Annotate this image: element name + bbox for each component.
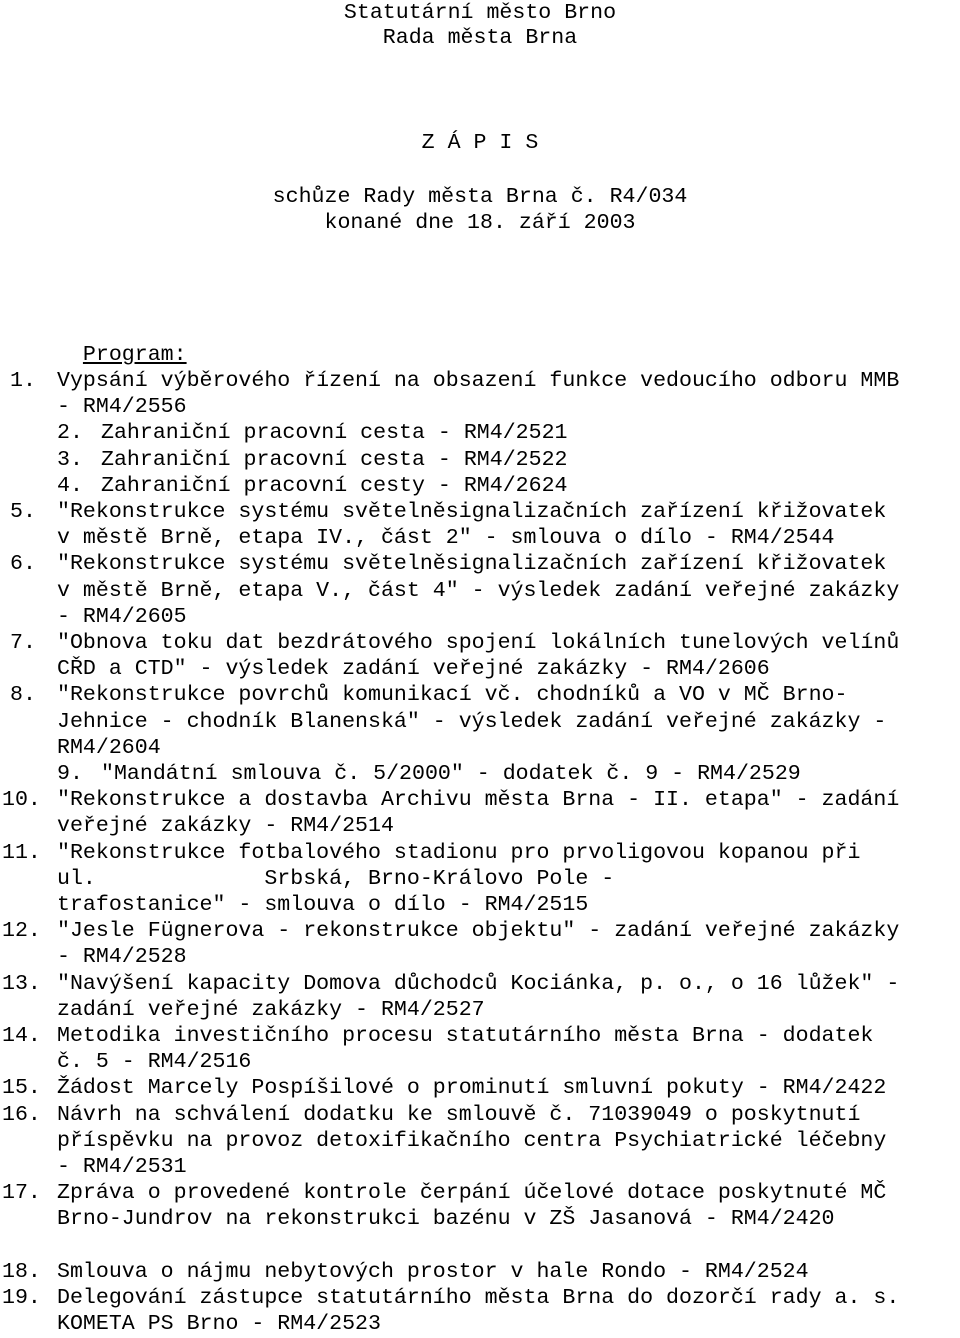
item-text-line: "Rekonstrukce a dostavba Archivu města Brna - II. etapa" - zadání bbox=[57, 788, 900, 813]
item-text-line: veřejné zakázky - RM4/2514 bbox=[57, 814, 394, 839]
item-text-line: "Rekonstrukce systému světelněsignalizačních zařízení křižovatek bbox=[57, 500, 887, 524]
item-text-line: č. 5 - RM4/2516 bbox=[57, 1050, 252, 1075]
item-text-line: ul. Srbská, Brno-Královo Pole - bbox=[57, 866, 615, 891]
item-text-line: "Navýšení kapacity Domova důchodců Kociánka, p. o., o 16 lůžek" - bbox=[57, 971, 900, 996]
item-number: 8. bbox=[10, 683, 36, 708]
item-number: 17. bbox=[2, 1181, 41, 1206]
item-number: 3. bbox=[57, 447, 83, 472]
item-text-line: "Mandátní smlouva č. 5/2000" - dodatek č. 9 - RM4/2529 bbox=[101, 762, 801, 786]
item-text-line: - RM4/2605 bbox=[57, 604, 187, 629]
item-text-line: Smlouva o nájmu nebytových prostor v hale Rondo - RM4/2524 bbox=[57, 1259, 809, 1284]
item-number: 4. bbox=[57, 473, 83, 498]
item-text-line: CŘD a CTD" - výsledek zadání veřejné zakázky - RM4/2606 bbox=[57, 657, 770, 682]
city-name: Statutární město Brno bbox=[343, 1, 617, 25]
item-text-line: "Rekonstrukce fotbalového stadionu pro prvoligovou kopanou při bbox=[57, 840, 861, 865]
item-text-line: v městě Brně, etapa V., část 4" - výsledek zadání veřejné zakázky bbox=[57, 578, 900, 603]
item-text-line: Žádost Marcely Pospíšilové o prominutí smluvní pokuty - RM4/2422 bbox=[57, 1076, 887, 1101]
item-number: 19. bbox=[2, 1285, 41, 1310]
item-text-line: Vypsání výběrového řízení na obsazení funkce vedoucího odboru MMB bbox=[57, 369, 900, 393]
item-number: 5. bbox=[10, 500, 36, 524]
council-name: Rada města Brna bbox=[382, 26, 578, 50]
item-number: 10. bbox=[2, 788, 41, 813]
item-number: 12. bbox=[2, 919, 41, 944]
item-text-line: "Obnova toku dat bezdrátového spojení lokálních tunelových velínů bbox=[57, 631, 900, 655]
item-number: 9. bbox=[57, 762, 83, 786]
item-text-line: "Rekonstrukce systému světelněsignalizačních zařízení křižovatek bbox=[57, 552, 887, 577]
item-text-line: "Rekonstrukce povrchů komunikací vč. chodníků a VO v MČ Brno- bbox=[57, 683, 848, 708]
item-number: 1. bbox=[10, 369, 36, 393]
item-number: 13. bbox=[2, 971, 41, 996]
meeting-number: schůze Rady města Brna č. R4/034 bbox=[272, 185, 688, 209]
item-text-line: Delegování zástupce statutárního města Brna do dozorčí rady a. s. bbox=[57, 1285, 900, 1310]
item-text-line: zadání veřejné zakázky - RM4/2527 bbox=[57, 997, 485, 1022]
item-number: 15. bbox=[2, 1076, 41, 1101]
item-text-line: Brno-Jundrov na rekonstrukci bazénu v ZŠ Jasanová - RM4/2420 bbox=[57, 1207, 835, 1232]
item-text-line: RM4/2604 bbox=[57, 735, 161, 760]
item-text-line: Zpráva o provedené kontrole čerpání účelové dotace poskytnuté MČ bbox=[57, 1181, 887, 1206]
item-number: 6. bbox=[10, 552, 36, 577]
item-text-line: Zahraniční pracovní cesty - RM4/2624 bbox=[101, 473, 568, 498]
item-text-line: v městě Brně, etapa IV., část 2" - smlouva o dílo - RM4/2544 bbox=[57, 526, 835, 551]
item-text-line: - RM4/2556 bbox=[57, 395, 187, 420]
item-text-line: Zahraniční pracovní cesta - RM4/2521 bbox=[101, 421, 568, 446]
program-label: Program: bbox=[82, 343, 187, 367]
item-text-line: - RM4/2528 bbox=[57, 945, 187, 970]
item-text-line: Jehnice - chodník Blanenská" - výsledek zadání veřejné zakázky - bbox=[57, 709, 887, 734]
item-number: 11. bbox=[2, 840, 41, 865]
item-text-line: "Jesle Fügnerova - rekonstrukce objektu" - zadání veřejné zakázky bbox=[57, 919, 900, 944]
item-text-line: Návrh na schválení dodatku ke smlouvě č. 71039049 o poskytnutí bbox=[57, 1102, 861, 1127]
item-text-line: - RM4/2531 bbox=[57, 1155, 187, 1179]
item-text-line: trafostanice" - smlouva o dílo - RM4/2515 bbox=[57, 893, 589, 917]
item-number: 7. bbox=[10, 631, 36, 655]
item-text-line: KOMETA PS Brno - RM4/2523 bbox=[57, 1312, 381, 1336]
meeting-date: konané dne 18. září 2003 bbox=[324, 211, 636, 235]
item-text-line: Metodika investičního procesu statutárního města Brna - dodatek bbox=[57, 1024, 874, 1048]
item-text-line: Zahraniční pracovní cesta - RM4/2522 bbox=[101, 447, 568, 472]
document-title: Z Á P I S bbox=[421, 131, 539, 155]
item-number: 2. bbox=[57, 421, 83, 446]
item-number: 14. bbox=[2, 1024, 41, 1048]
item-text-line: příspěvku na provoz detoxifikačního centra Psychiatrické léčebny bbox=[57, 1128, 887, 1153]
item-number: 16. bbox=[2, 1102, 41, 1127]
item-number: 18. bbox=[2, 1259, 41, 1284]
